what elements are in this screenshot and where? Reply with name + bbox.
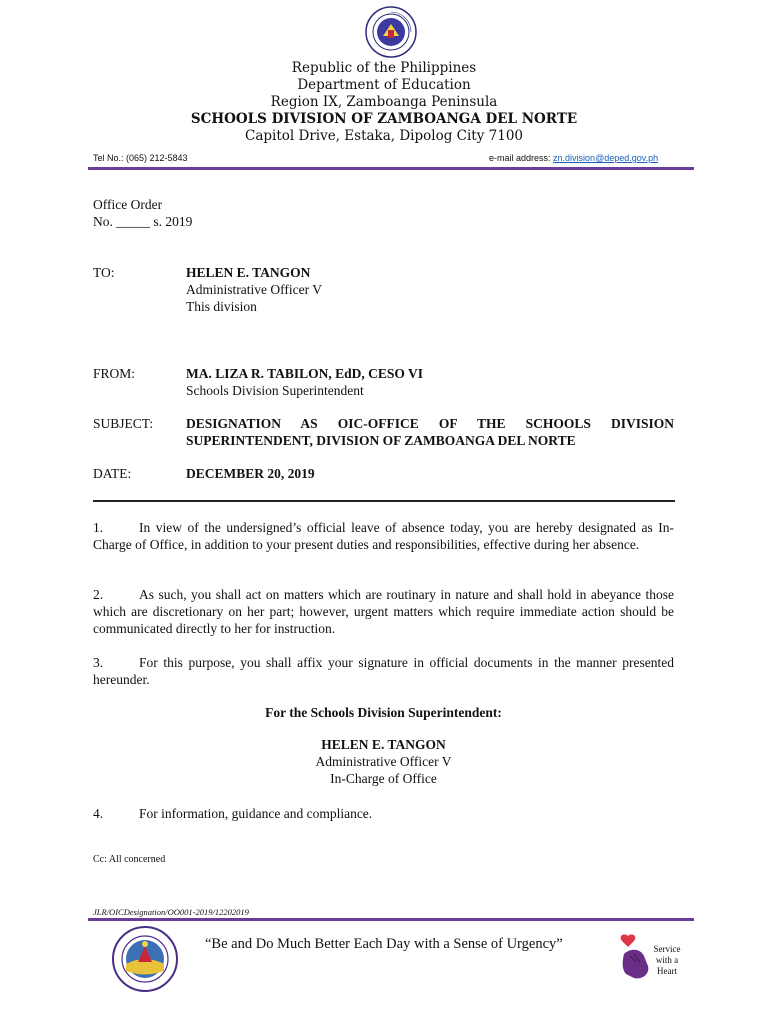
service-line-3: Heart <box>657 966 677 976</box>
paragraph-4-text: For information, guidance and compliance. <box>139 806 373 821</box>
subject-line-2: SUPERINTENDENT, DIVISION OF ZAMBOANGA DEL NORTE <box>186 433 576 448</box>
signature-heading: For the Schools Division Superintendent: <box>265 705 502 720</box>
header-department: Department of Education <box>297 77 471 93</box>
paragraph-1 <box>93 519 674 553</box>
paragraph-1-number: 1. <box>93 520 104 535</box>
footer-motto: “Be and Do Much Better Each Day with a Sense of Urgency” <box>205 936 563 952</box>
subject-label: SUBJECT: <box>93 416 154 431</box>
from-label: FROM: <box>93 366 136 381</box>
date-label: DATE: <box>93 466 132 481</box>
signature-role: In-Charge of Office <box>330 771 437 786</box>
paragraph-3-number: 3. <box>93 655 104 670</box>
from-name: MA. LIZA R. TABILON, EdD, CESO VI <box>186 366 424 381</box>
email-label: e-mail address: <box>489 153 551 163</box>
paragraph-4-number: 4. <box>93 806 104 821</box>
paragraph-4 <box>93 805 674 822</box>
header-address: Capitol Drive, Estaka, Dipolog City 7100 <box>245 128 523 144</box>
paragraph-2 <box>93 586 674 637</box>
service-with-a-heart-text <box>650 944 684 977</box>
header-email-block <box>489 153 658 163</box>
from-position: Schools Division Superintendent <box>186 383 364 398</box>
service-line-1: Service <box>653 944 681 954</box>
division-seal <box>112 926 178 992</box>
email-link[interactable]: zn.division@deped.gov.ph <box>553 153 659 163</box>
header-divider <box>88 167 694 170</box>
paragraph-3 <box>93 654 674 688</box>
office-order-number: No. _____ s. 2019 <box>93 214 193 229</box>
service-line-2: with a <box>655 955 679 965</box>
paragraph-1-text: In view of the undersigned’s official leave of absence today, you are hereby designated as In-Charge of Office, in addition to your present duties and responsibilities, effective during her absence. <box>93 520 674 552</box>
to-office: This division <box>186 299 257 314</box>
subject-line-1: DESIGNATION AS OIC-OFFICE OF THE SCHOOLS DIVISION <box>186 416 674 431</box>
footer-divider <box>88 918 694 921</box>
header-country: Republic of the Philippines <box>291 60 477 76</box>
reference-code: JLR/OICDesignation/OO001-2019/12202019 <box>93 907 249 917</box>
to-position: Administrative Officer V <box>186 282 322 297</box>
office-order-title: Office Order <box>93 197 163 212</box>
paragraph-2-number: 2. <box>93 587 104 602</box>
date-value: DECEMBER 20, 2019 <box>186 466 315 481</box>
cc-line: Cc: All concerned <box>93 854 166 865</box>
header-division: SCHOOLS DIVISION OF ZAMBOANGA DEL NORTE <box>190 111 578 127</box>
to-name: HELEN E. TANGON <box>186 265 311 280</box>
paragraph-2-text: As such, you shall act on matters which are routinary in nature and shall hold in abeyance those which are discretionary on her part; however, urgent matters which require immediate action should be communicated directly to her for instruction. <box>93 587 674 636</box>
service-with-a-heart-icon <box>618 932 652 982</box>
header-region: Region IX, Zamboanga Peninsula <box>270 94 498 110</box>
paragraph-3-text: For this purpose, you shall affix your signature in official documents in the manner presented hereunder. <box>93 655 674 687</box>
memo-divider <box>93 500 675 502</box>
signature-name: HELEN E. TANGON <box>321 737 446 752</box>
signature-position: Administrative Officer V <box>315 754 452 769</box>
header-telephone: Tel No.: (065) 212-5843 <box>93 153 188 163</box>
deped-seal <box>365 6 417 58</box>
to-label: TO: <box>93 265 115 280</box>
